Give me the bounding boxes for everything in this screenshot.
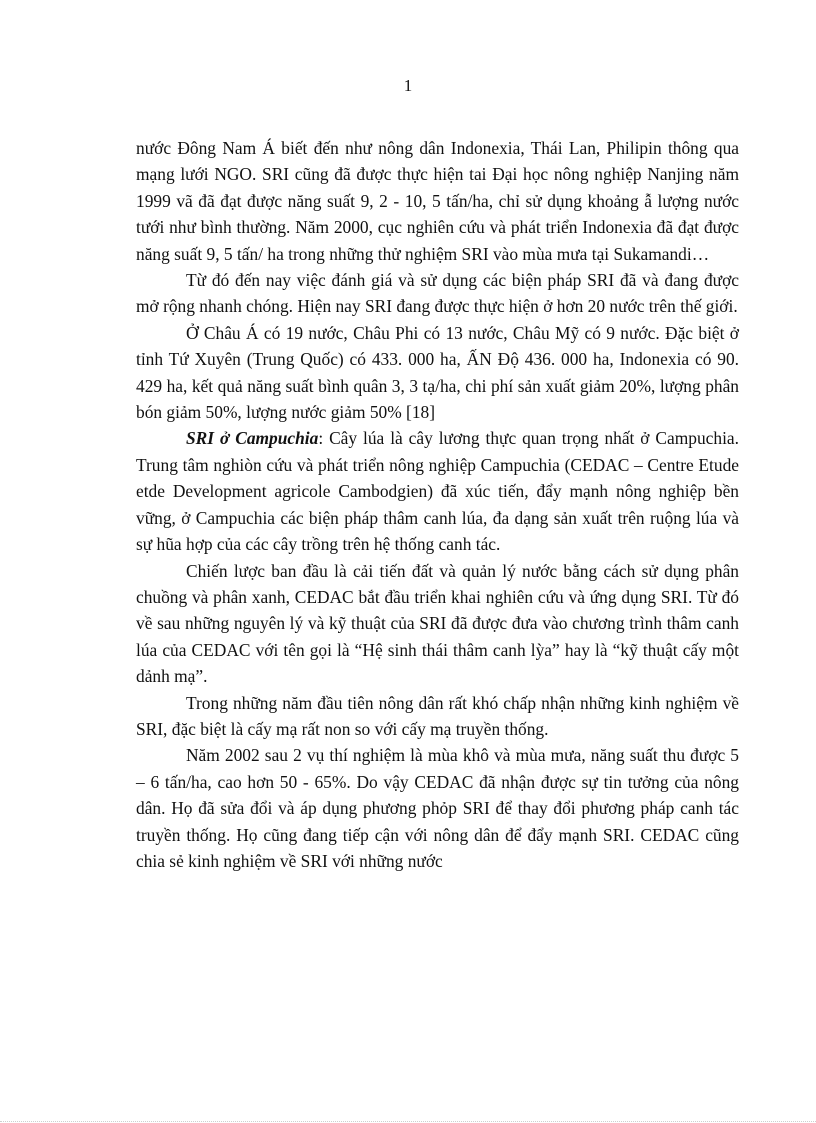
body-text (136, 135, 739, 874)
paragraph-4-lead: SRI ở Campuchia (186, 428, 319, 449)
paragraph-7: Năm 2002 sau 2 vụ thí nghiệm là mùa khô và mùa mưa, năng suất thu được 5 – 6 tấn/ha, cao hơn 50 - 65%. Do vậy CEDAC đã nhận được sự tin tưởng của nông dân. Họ đã sửa đổi và áp dụng phương phỏp SRI để thay đổi phương pháp canh tác truyền thống. Họ cũng đang tiếp cận với nông dân để đẩy mạnh SRI. CEDAC cũng chia sẻ kinh nghiệm về SRI với những nước (136, 745, 739, 871)
paragraph-2: Từ đó đến nay việc đánh giá và sử dụng các biện pháp SRI đã và đang được mở rộng nhanh chóng. Hiện nay SRI đang được thực hiện ở hơn 20 nước trên thế giới. (136, 270, 739, 317)
paragraph-4 (136, 425, 739, 557)
page-bottom-divider (0, 1121, 816, 1122)
paragraph-1: nước Đông Nam Á biết đến như nông dân Indonexia, Thái Lan, Philipin thông qua mạng lưới NGO. SRI cũng đã được thực hiện tai Đại học nông nghiệp Nanjing năm 1999 vã đã đạt được năng suất 9, 2 - 10, 5 tấn/ha, chỉ sử dụng khoảng ẫ lượng nước tưới như bình thường. Năm 2000, cục nghiên cứu và phát triển Indonexia đã đạt được năng suất 9, 5 tấn/ ha trong những thử nghiệm SRI vào mùa mưa tại Sukamandi… (136, 138, 739, 264)
page-number: 1 (403, 76, 413, 95)
paragraph-3: Ở Châu Á có 19 nước, Châu Phi có 13 nước, Châu Mỹ có 9 nước. Đặc biệt ở tỉnh Tứ Xuyên (Trung Quốc) có 433. 000 ha, ẤN Độ 436. 000 ha, Indonexia có 90. 429 ha, kết quả năng suất bình quân 3, 3 tạ/ha, chi phí sản xuất giảm 20%, lượng phân bón giảm 50%, lượng nước giảm 50% [18] (136, 322, 739, 423)
paragraph-4-text: : Cây lúa là cây lương thực quan trọng nhất ở Campuchia. Trung tâm nghiòn cứu và phát triển nông nghiệp Campuchia (CEDAC – Centre Etude etde Development agricole Cambodgien) đã xúc tiến, đẩy mạnh nông nghiệp bền vững, ở Campuchia các biện pháp thâm canh lúa, đa dạng sản xuất trên ruộng lúa và sự hũa hợp của các cây trồng trên hệ thống canh tác. (136, 428, 739, 555)
paragraph-6: Trong những năm đầu tiên nông dân rất khó chấp nhận những kinh nghiệm về SRI, đặc biệt là cấy mạ rất non so với cấy mạ truyền thống. (136, 692, 739, 739)
paragraph-5: Chiến lược ban đầu là cải tiến đất và quản lý nước bằng cách sử dụng phân chuồng và phân xanh, CEDAC bắt đầu triển khai nghiên cứu và ứng dụng SRI. Từ đó về sau những nguyên lý và kỹ thuật của SRI đã được đưa vào chương trình thâm canh lúa của CEDAC với tên gọi là “Hệ sinh thái thâm canh lỳa” hay là “kỹ thuật cấy một dảnh mạ”. (136, 560, 739, 687)
